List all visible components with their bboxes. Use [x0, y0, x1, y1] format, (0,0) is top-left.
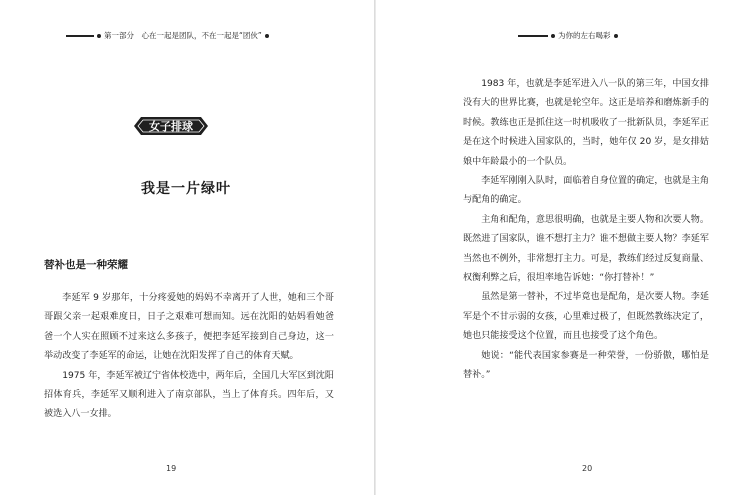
running-head-dot — [97, 34, 101, 38]
running-head-dot — [265, 34, 269, 38]
left-body-text — [44, 289, 334, 425]
right-running-head-text: 为你的左右喝彩 — [558, 31, 611, 40]
column-badge-shape — [134, 115, 208, 137]
paragraph: 1975 年，李延军被辽宁省体校选中，两年后，全国几大军区到沈阳招体育兵，李延军又顺利进入了南京部队，当上了体育兵。四年后，又被选入八一女排。 — [44, 370, 334, 420]
right-body-text — [463, 75, 709, 386]
paragraph: 她说：“能代表国家参赛是一种荣誉，一份骄傲，哪怕是替补。” — [463, 350, 709, 381]
running-head-dot — [551, 34, 555, 38]
left-running-head-text: 第一部分 心在一起是团队，不在一起是“团伙” — [104, 31, 262, 40]
right-page-number: 20 — [582, 464, 593, 473]
column-badge — [134, 115, 208, 137]
column-badge-label: 女子排球 — [149, 120, 193, 133]
paragraph: 李延军刚刚入队时，面临着自身位置的确定，也就是主角与配角的确定。 — [463, 176, 709, 206]
running-head-dot — [614, 34, 618, 38]
chapter-title: 我是一片绿叶 — [141, 181, 231, 197]
running-head-rule — [66, 35, 94, 37]
running-head-rule — [518, 35, 548, 37]
left-running-head — [66, 30, 272, 41]
paragraph: 主角和配角，意思很明确，也就是主要人物和次要人物。既然进了国家队，谁不想打主力？谁不想做主要人物？李延军当然也不例外，非常想打主力。可是，教练们经过反复商量、权衡利弊之后，很坦率地告诉她：“你打替补！” — [463, 214, 709, 284]
paragraph: 虽然是第一替补，不过毕竟也是配角，是次要人物。李延军是个不甘示弱的女孩，心里难过极了，但既然教练决定了，她也只能接受这个位置，而且也接受了这个角色。 — [463, 292, 709, 342]
section-title: 替补也是一种荣耀 — [44, 259, 128, 271]
paragraph: 李延军 9 岁那年，十分疼爱她的妈妈不幸离开了人世，她和三个哥哥跟父亲一起艰难度日，日子之艰难可想而知。远在沈阳的姑妈看她爸爸一个人实在照顾不过来这么多孩子，便把李延军接到自己身边，这一举动改变了李延军的命运，让她在沈阳发挥了自己的体育天赋。 — [44, 293, 334, 362]
left-page-number: 19 — [166, 464, 177, 473]
right-running-head — [518, 30, 621, 41]
paragraph: 1983 年，也就是李延军进入八一队的第三年，中国女排没有大的世界比赛，也就是轮空年。这正是培养和磨炼新手的时候。教练也正是抓住这一时机吸收了一批新队员，李延军正是在这个时候进入国家队的，当时，她年仅 20 岁，是女排姑娘中年龄最小的一个队员。 — [463, 79, 709, 167]
